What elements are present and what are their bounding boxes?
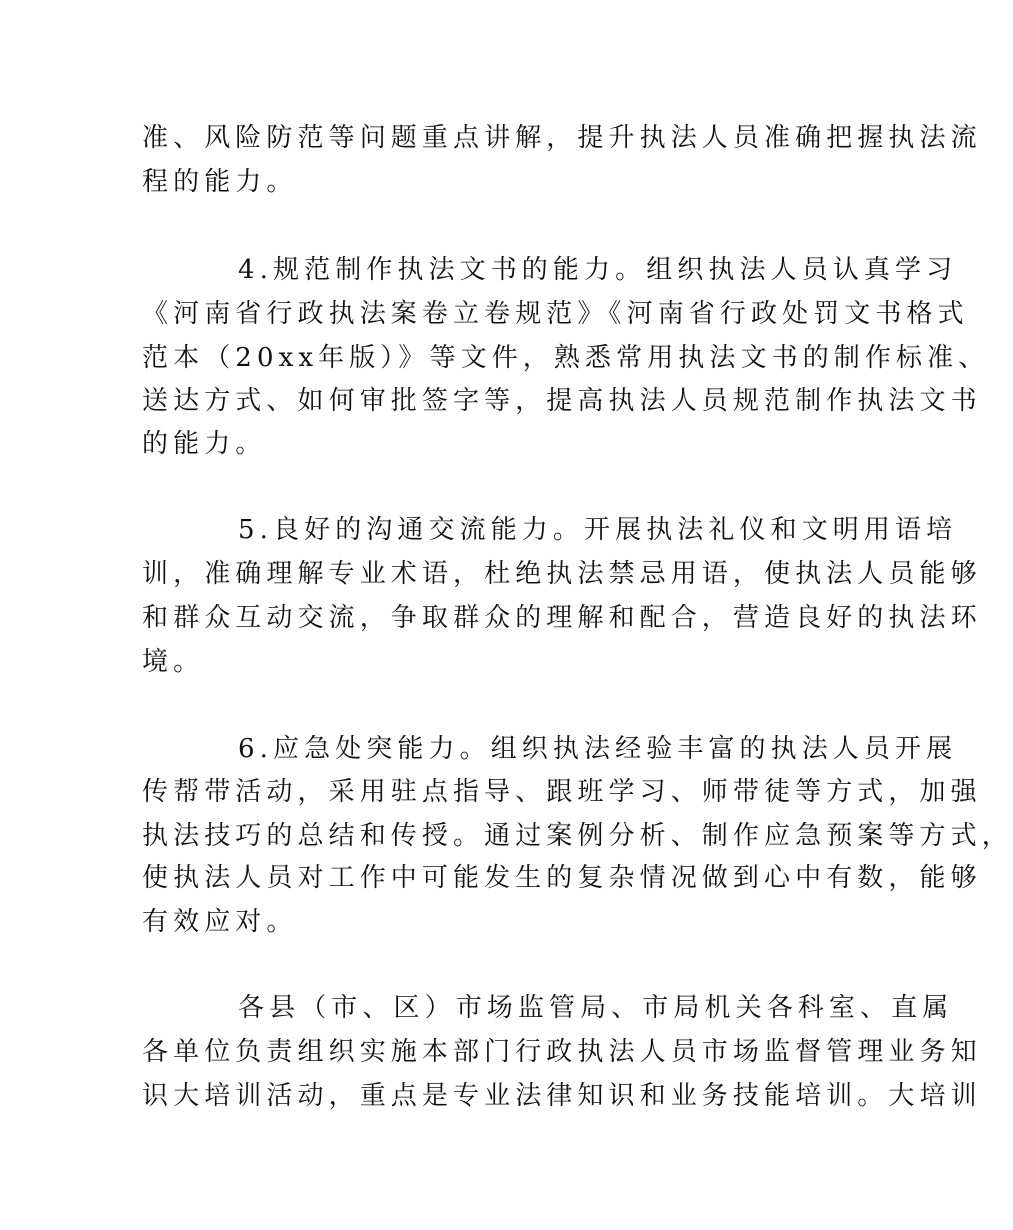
text-line: 境。 <box>142 647 205 677</box>
text-line: 有效应对。 <box>142 907 298 937</box>
text-line: 《河南省行政执法案卷立卷规范》《河南省行政处罚文书格式 <box>142 299 969 329</box>
item-5-heading-line: 5.良好的沟通交流能力。开展执法礼仪和文明用语培 <box>238 515 958 545</box>
text-line: 的能力。 <box>142 429 267 459</box>
text-line: 使执法人员对工作中可能发生的复杂情况做到心中有数，能够 <box>142 863 982 893</box>
item-4-heading-line: 4.规范制作执法文书的能力。组织执法人员认真学习 <box>238 255 958 285</box>
text-line: 程的能力。 <box>142 167 298 197</box>
text-line: 各单位负责组织实施本部门行政执法人员市场监督管理业务知 <box>142 1037 982 1067</box>
closing-paragraph-line: 各县（市、区）市场监管局、市局机关各科室、直属 <box>238 993 954 1023</box>
text-line: 传帮带活动，采用驻点指导、跟班学习、师带徒等方式，加强 <box>142 777 982 807</box>
text-line: 和群众互动交流，争取群众的理解和配合，营造良好的执法环 <box>142 603 982 633</box>
text-line: 执法技巧的总结和传授。通过案例分析、制作应急预案等方式， <box>142 821 1013 851</box>
text-line: 训，准确理解专业术语，杜绝执法禁忌用语，使执法人员能够 <box>142 559 982 589</box>
text-line: 准、风险防范等问题重点讲解，提升执法人员准确把握执法流 <box>142 123 982 153</box>
text-line: 范本（20xx年版）》等文件，熟悉常用执法文书的制作标准、 <box>142 343 990 373</box>
item-6-heading-line: 6.应急处突能力。组织执法经验丰富的执法人员开展 <box>238 734 958 764</box>
text-line: 识大培训活动，重点是专业法律知识和业务技能培训。大培训 <box>142 1081 982 1111</box>
text-line: 送达方式、如何审批签字等，提高执法人员规范制作执法文书 <box>142 386 982 416</box>
